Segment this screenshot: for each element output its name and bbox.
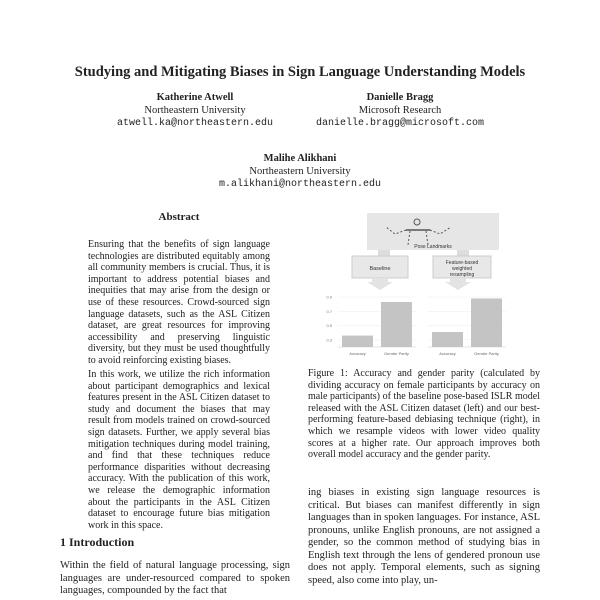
author-block [300, 91, 500, 130]
resampling-label: resampling [449, 272, 475, 278]
pose-label: Pose Landmarks [414, 244, 452, 250]
author-name: Danielle Bragg [366, 92, 434, 103]
paper-title: Studying and Mitigating Biases in Sign Language Understanding Models [74, 64, 526, 80]
right-bar-accuracy [432, 332, 463, 347]
author-affiliation: Northeastern University [249, 166, 351, 177]
author-block [200, 152, 400, 191]
figure-1 [300, 205, 540, 365]
author-affiliation: Microsoft Research [358, 105, 442, 116]
body-paragraph: ing biases in existing sign language resources is critical. But biases can manifest differently in sign languages than in spoken languages. For instance, ASL pronouns, unlike English pronouns, are not assigned a gender, so the common method of studying bias in English text through the lens of gendered pronoun use does not apply. Temporal elements, such as signing speed, also come into play, un- [308, 487, 540, 586]
y-tick-label: 0.7 [326, 308, 332, 314]
resampling-label: weighted [451, 266, 473, 272]
x-tick-label: Gender Parity [474, 351, 499, 356]
figure-caption: Figure 1: Accuracy and gender parity (calculated by dividing accuracy on female participants by accuracy on male participants) of the baseline pose-based ISLR model released with the ASL Citizen dataset (left) and our best-performing feature-based debiasing technique (right), in which we resample videos with lower video quality scores at a higher rate. Our approach improves both overall model accuracy and the gender parity. [308, 368, 540, 461]
author-block [95, 91, 295, 130]
y-tick-label: 0.9 [326, 294, 332, 300]
abstract-paragraph: Ensuring that the benefits of sign language technologies are distributed equitably among all community members is crucial. Thus, it is important to address potential biases and inequities that may arise from the design or use of these resources. Crowd-sourced sign language datasets, such as the ASL Citizen dataset, are great resources for improving accessibility and preserving linguistic diversity, but they must be used thoughtfully to avoid reinforcing existing biases. [88, 239, 270, 366]
abstract-paragraph: In this work, we utilize the rich information about participant demographics and lexical features present in the ASL Citizen dataset to study and document the biases that may result from models trained on crowd-sourced sign datasets. Further, we apply several bias mitigation techniques during model training, and find that these techniques reduce performance disparities without decreasing accuracy. With the publication of this work, we release the demographic information about the participants in the ASL Citizen dataset to encourage future bias mitigation work in this space. [88, 369, 270, 531]
right-bar-gender-parity [471, 298, 502, 347]
author-name: Katherine Atwell [156, 92, 234, 103]
section-heading: 1 Introduction [60, 535, 135, 549]
abstract-heading: Abstract [158, 211, 200, 223]
left-bar-accuracy [342, 336, 373, 347]
y-tick-label: 0.3 [326, 337, 332, 343]
left-bar-gender-parity [381, 302, 412, 347]
x-tick-label: Accuracy [439, 351, 456, 356]
baseline-label: Baseline [369, 266, 391, 272]
author-name: Malihe Alikhani [263, 153, 337, 164]
resampling-label: Feature-based [445, 260, 479, 266]
author-email[interactable]: danielle.bragg@microsoft.com [315, 118, 485, 129]
author-email[interactable]: atwell.ka@northeastern.edu [116, 118, 274, 129]
author-affiliation: Northeastern University [144, 105, 246, 116]
author-email[interactable]: m.alikhani@northeastern.edu [218, 179, 382, 190]
intro-paragraph: Within the field of natural language processing, sign languages are under-resourced compared to spoken languages, compounded by the fact that [60, 560, 290, 596]
x-tick-label: Gender Parity [384, 351, 409, 356]
x-tick-label: Accuracy [349, 351, 366, 356]
y-tick-label: 0.5 [326, 323, 332, 329]
